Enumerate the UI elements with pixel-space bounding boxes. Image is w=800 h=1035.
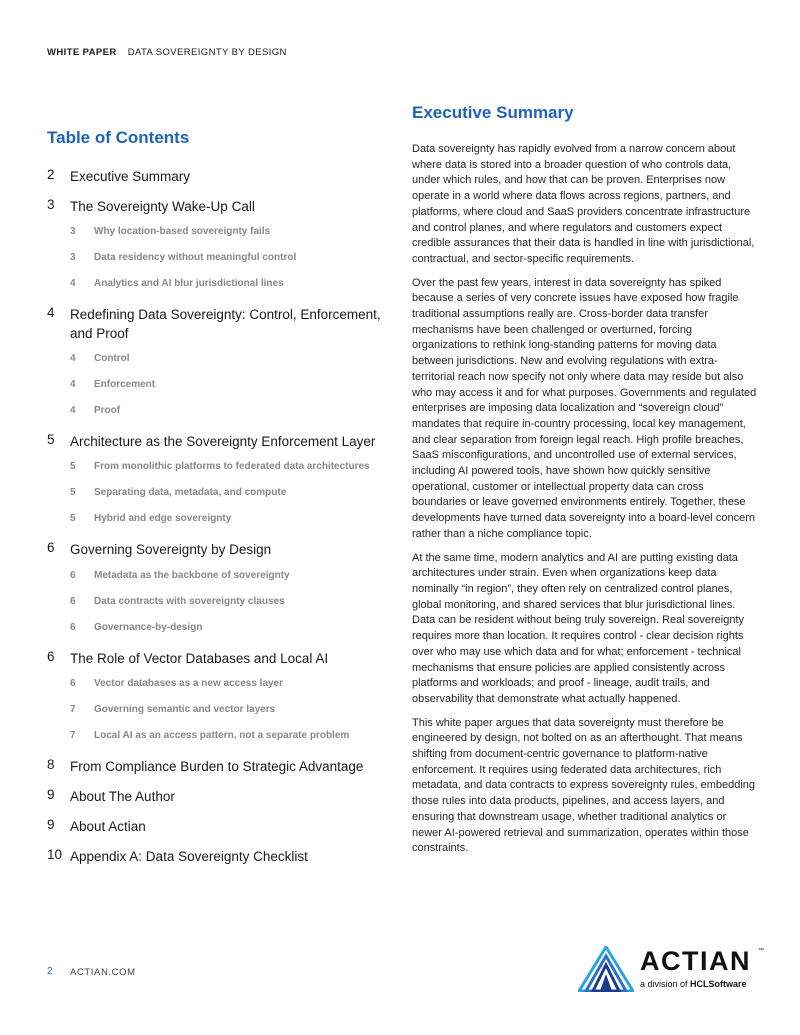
trademark-symbol: ™ [758, 948, 764, 954]
toc-page-number: 4 [47, 305, 55, 320]
toc-subentry[interactable] [47, 461, 370, 472]
toc-subentry[interactable] [47, 278, 284, 289]
toc-subentry-label: Governance-by-design [94, 622, 203, 633]
body-paragraph: This white paper argues that data sovereignty must therefore be engineered by design, not bolted on as an afterthought. That means shifting from document-centric governance to platform-native enforcement. It requires using federated data architectures, rich metadata, and data contracts to express sovereignty rules, embedding those rules into data products, pipelines, and access layers, and ensuring that downstream usage, whether traditional analytics or newer AI-powered retrieval and summarization, operates within those constraints. [412, 716, 756, 855]
toc-page-number: 5 [70, 461, 76, 472]
toc-entry-label: The Sovereignty Wake-Up Call [70, 199, 255, 214]
toc-entry-label: About The Author [70, 789, 175, 804]
toc-subentry-label: Data contracts with sovereignty clauses [94, 596, 285, 607]
toc-title: Table of Contents [47, 128, 190, 147]
toc-subentry[interactable] [47, 622, 202, 633]
toc-page-number: 3 [47, 197, 55, 212]
toc-subentry[interactable] [47, 678, 283, 689]
toc-page-number: 8 [47, 757, 55, 772]
toc-page-number: 4 [70, 353, 76, 364]
toc-page-number: 3 [70, 226, 76, 237]
toc-entry[interactable] [47, 757, 390, 776]
toc-subentry-label: Data residency without meaningful control [94, 252, 297, 263]
toc-subentry-label: Proof [94, 405, 121, 416]
toc-subentry[interactable] [47, 487, 286, 498]
toc-page-number: 10 [47, 847, 63, 862]
toc-subentry-label: Why location-based sovereignty fails [94, 226, 271, 237]
toc-page-number: 6 [70, 596, 76, 607]
toc-entry-label: About Actian [70, 819, 146, 834]
logo-tagline [640, 979, 747, 989]
toc-page-number: 6 [47, 649, 55, 664]
toc-entry[interactable] [47, 167, 390, 186]
toc-subentry-label: Hybrid and edge sovereignty [94, 513, 232, 524]
toc-page-number: 5 [70, 513, 76, 524]
toc-subentry[interactable] [47, 596, 285, 607]
executive-summary-section [412, 103, 757, 865]
body-paragraph: Data sovereignty has rapidly evolved from a narrow concern about where data is stored into a broader question of who controls data, under which rules, and how that can be proven. Enterprises now operate in a world where data flows across regions, partners, and platforms, where cloud and SaaS providers concentrate infrastructure and control planes, and where regulators and customers expect credible assurances that their data is handled in line with jurisdictional, contractual, and sector-specific requirements. [412, 143, 755, 265]
header-label: WHITE PAPER [47, 47, 117, 58]
toc-subentry[interactable] [47, 704, 275, 715]
toc-entry-label: Executive Summary [70, 169, 191, 184]
toc-subentry[interactable] [47, 730, 349, 741]
footer-site-link[interactable]: ACTIAN.COM [70, 967, 136, 978]
toc-subentry-label: Analytics and AI blur jurisdictional lines [94, 278, 284, 289]
toc-subentry-label: Control [94, 353, 130, 364]
toc-page-number: 6 [47, 540, 55, 555]
toc-page-number: 4 [70, 379, 76, 390]
toc-entry-label: Governing Sovereignty by Design [70, 542, 272, 557]
running-header [47, 47, 287, 58]
toc-subentry-label: Enforcement [94, 379, 156, 390]
actian-mark-icon [578, 946, 634, 992]
toc-subentry-label: Governing semantic and vector layers [94, 704, 276, 715]
toc-entry[interactable] [47, 787, 390, 806]
toc-entry-label: Architecture as the Sovereignty Enforcement Layer [70, 434, 376, 449]
toc-entry[interactable] [47, 649, 390, 668]
toc-subentry[interactable] [47, 226, 270, 237]
toc-subentry[interactable] [47, 570, 290, 581]
toc-page-number: 4 [70, 278, 76, 289]
toc-subentry-label: From monolithic platforms to federated data architectures [94, 461, 370, 472]
toc-page-number: 5 [70, 487, 76, 498]
toc-subentry-label: Metadata as the backbone of sovereignty [94, 570, 290, 581]
toc-subentry-label: Vector databases as a new access layer [94, 678, 284, 689]
page-number: 2 [47, 966, 53, 977]
section-title: Executive Summary [412, 103, 574, 122]
toc-entry[interactable] [47, 305, 390, 343]
toc-subentry[interactable] [47, 353, 130, 364]
toc-subentry-label: Local AI as an access pattern, not a separate problem [94, 730, 350, 741]
toc-subentry[interactable] [47, 405, 120, 416]
toc-entry[interactable] [47, 540, 390, 559]
toc-entry[interactable] [47, 197, 390, 216]
toc-page-number: 6 [70, 570, 76, 581]
body-paragraph: At the same time, modern analytics and AI are putting existing data architectures under strain. Even when organizations keep data nominally “in region”, they often rely on centralized control planes, global monitoring, and shared services that blur jurisdictional lines. Data can be resident without being truly sovereign. Real sovereignty requires more than location. It requires control - clear decision rights over who may use which data and for what; enforcement - technical mechanisms that ensure policies are applied consistently across platforms and workloads; and proof - lineage, audit trails, and observability that demonstrate what actually happened. [412, 551, 745, 705]
toc-page-number: 7 [70, 704, 76, 715]
toc-page-number: 7 [70, 730, 76, 741]
logo-tagline-prefix: a division of [640, 979, 691, 989]
logo-wordmark: ACTIAN [640, 946, 751, 976]
toc-page-number: 2 [47, 167, 55, 182]
toc-page-number: 6 [70, 678, 76, 689]
toc-entry-label: The Role of Vector Databases and Local AI [70, 651, 329, 666]
toc-page-number: 9 [47, 817, 55, 832]
toc-entry-label: From Compliance Burden to Strategic Advantage [70, 759, 364, 774]
toc-page-number: 6 [70, 622, 76, 633]
toc-page-number: 3 [70, 252, 76, 263]
body-paragraph: Over the past few years, interest in data sovereignty has spiked because a series of very concrete issues have exposed how fragile traditional assumptions really are. Cross-border data transfer mechanisms have been challenged or overturned, forcing organizations to rethink long-standing patterns for moving data between jurisdictions. New and evolving regulations with extra-territorial reach now specify not only where data may reside but also who may access it and for what purposes. Governments and regulated enterprises are imposing data localization and “sovereign cloud” mandates that require in-country processing, local key management, and clear separation from foreign legal reach. High profile breaches, SaaS misconfigurations, and uncontrolled use of external services, including AI powered tools, have shown how quickly sensitive operational, customer or intellectual property data can cross boundaries or leave governed environments entirely. Together, these developments have turned data sovereignty into a board-level concern rather than a niche compliance topic. [412, 276, 757, 540]
toc-page-number: 4 [70, 405, 76, 416]
toc-page-number: 9 [47, 787, 55, 802]
toc-subentry[interactable] [47, 252, 296, 263]
header-title: DATA SOVEREIGNTY BY DESIGN [127, 47, 287, 58]
toc-page-number: 5 [47, 432, 55, 447]
logo-tagline-brand: HCLSoftware [690, 979, 747, 989]
toc-entry[interactable] [47, 432, 390, 451]
toc-subentry[interactable] [47, 513, 231, 524]
toc-entry[interactable] [47, 847, 390, 866]
toc-subentry-label: Separating data, metadata, and compute [94, 487, 287, 498]
toc-entry[interactable] [47, 817, 390, 836]
toc-entry-label: Redefining Data Sovereignty: Control, Enforcement, and Proof [70, 307, 381, 341]
actian-logo [578, 946, 768, 992]
toc-subentry[interactable] [47, 379, 155, 390]
toc-entry-label: Appendix A: Data Sovereignty Checklist [70, 849, 308, 864]
